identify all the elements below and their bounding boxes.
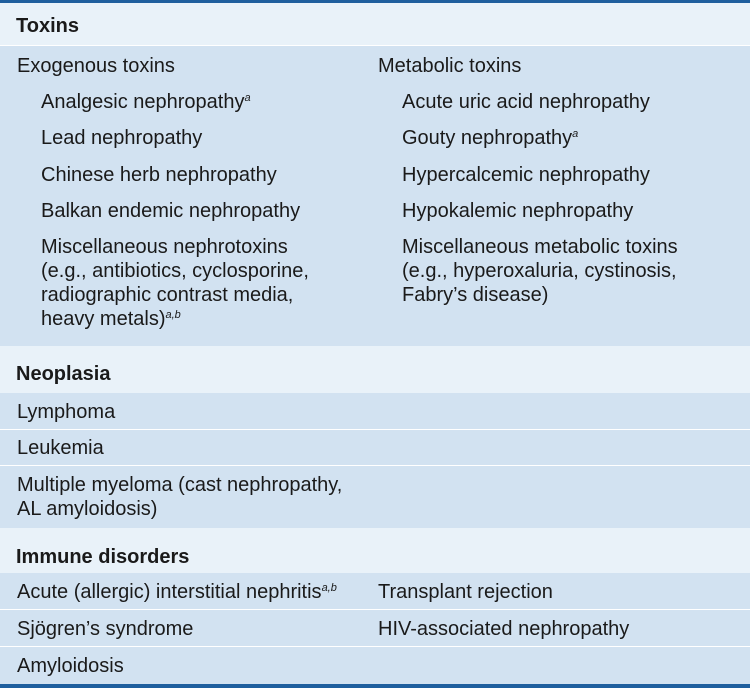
table-cell: AL amyloidosis) xyxy=(17,498,158,520)
col-title-metabolic: Metabolic toxins xyxy=(378,55,522,77)
table-row xyxy=(0,393,750,429)
table-cell: Acute (allergic) interstitial nephritis$^{a,b}$ xyxy=(17,581,337,603)
table-cell: Multiple myeloma (cast nephropathy, xyxy=(17,474,343,496)
list-item: (e.g., antibiotics, cyclosporine, xyxy=(41,260,309,282)
table-cell: Lymphoma xyxy=(17,401,116,423)
table-row xyxy=(0,573,750,609)
table-cell: Transplant rejection xyxy=(378,581,553,603)
list-item: Fabry’s disease) xyxy=(402,284,549,306)
section-header-neoplasia xyxy=(0,346,750,393)
toxins-body xyxy=(0,46,750,346)
section-header-toxins xyxy=(0,3,750,45)
table-cell: Amyloidosis xyxy=(17,655,124,677)
col-title-exogenous: Exogenous toxins xyxy=(17,55,175,77)
table-row xyxy=(0,466,750,528)
section-heading: Neoplasia xyxy=(16,363,111,385)
list-item: Hypercalcemic nephropathy xyxy=(402,164,650,186)
table-row xyxy=(0,610,750,646)
table-row xyxy=(0,430,750,465)
list-item: Lead nephropathy xyxy=(41,127,203,149)
list-item: Chinese herb nephropathy xyxy=(41,164,277,186)
list-item: heavy metals)$^{a,b}$ xyxy=(41,308,181,330)
table-cell: Leukemia xyxy=(17,437,104,459)
list-item: Miscellaneous nephrotoxins xyxy=(41,236,288,258)
list-item: Analgesic nephropathy$^a$ xyxy=(41,91,251,113)
list-item: (e.g., hyperoxaluria, cystinosis, xyxy=(402,260,677,282)
list-item: radiographic contrast media, xyxy=(41,284,294,306)
section-header-immune xyxy=(0,528,750,573)
bottom-rule xyxy=(0,684,750,688)
table-row xyxy=(0,647,750,684)
table-cell: HIV-associated nephropathy xyxy=(378,618,630,640)
table-cell: Sjögren’s syndrome xyxy=(17,618,194,640)
list-item: Balkan endemic nephropathy xyxy=(41,200,301,222)
list-item: Hypokalemic nephropathy xyxy=(402,200,634,222)
section-heading: Immune disorders xyxy=(16,546,190,568)
section-heading: Toxins xyxy=(16,15,79,37)
list-item: Miscellaneous metabolic toxins xyxy=(402,236,678,258)
list-item: Gouty nephropathy$^a$ xyxy=(402,127,579,149)
list-item: Acute uric acid nephropathy xyxy=(402,91,650,113)
